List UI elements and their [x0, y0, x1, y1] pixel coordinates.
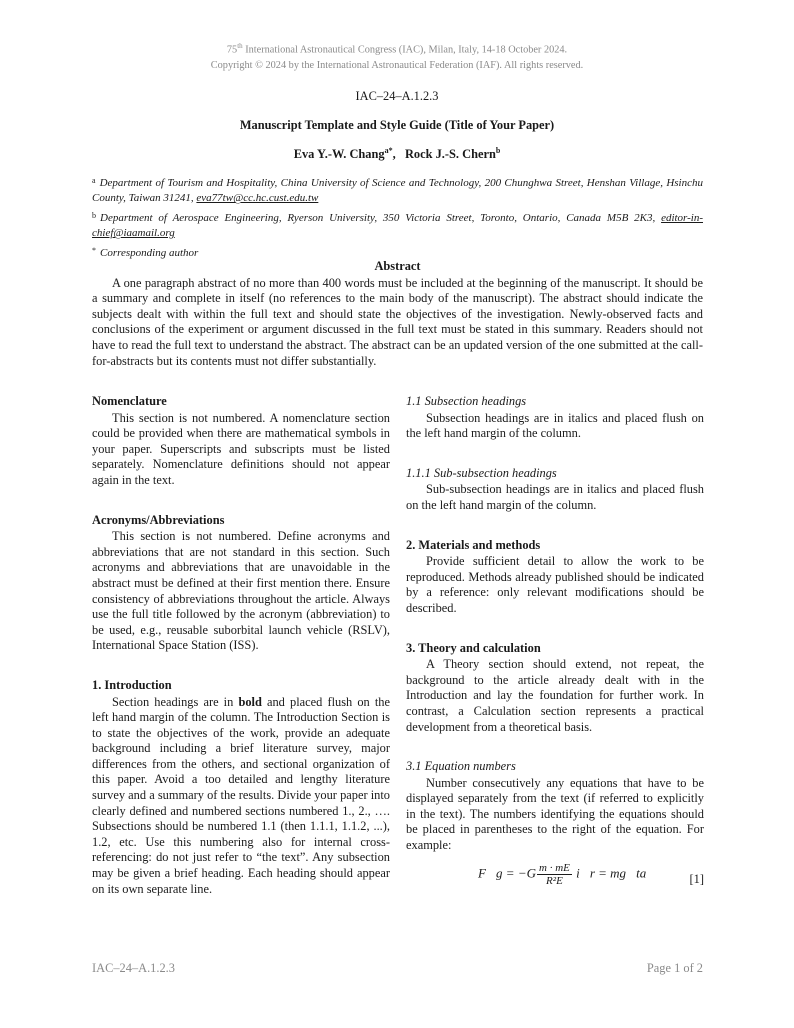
conference-header	[0, 38, 794, 74]
left-column	[92, 394, 390, 897]
author-name: Eva Y.-W. Chang	[293, 147, 385, 161]
equation-number: [1]	[689, 871, 704, 886]
abstract	[92, 259, 703, 369]
author-marks: a*	[384, 145, 393, 155]
footer-page-number: Page 1 of 2	[646, 961, 703, 975]
equation: F⃗g = −G $\frac{m \cdot mE}{\text{R²E}}$ i⃗r = mg⃗ta	[478, 861, 647, 887]
equation-row	[406, 862, 704, 898]
section-heading: Nomenclature	[92, 394, 167, 408]
footer-paper-id: IAC–24–A.1.2.3	[92, 961, 175, 975]
section-heading: 3. Theory and calculation	[406, 640, 541, 655]
section-heading: Acronyms/Abbreviations	[92, 512, 225, 527]
author-list: Eva Y.-W. Chang$^{a*}$, Rock J.-S. Chern$^b$	[293, 145, 501, 161]
abstract-heading: Abstract	[374, 259, 421, 273]
subsection-heading: 1.1 Subsection headings	[406, 394, 527, 408]
email-link[interactable]: eva77tw@cc.hc.cust.edu.tw	[196, 192, 319, 205]
affiliations	[92, 173, 703, 262]
section-text: Provide sufficient detail to allow the work to be reproduced. Methods already published should be indicated by a reference: only relevant modifications should be described.	[406, 554, 704, 615]
equation-fraction: $\frac{m \cdot mE}{\text{R²E}}$	[539, 861, 570, 887]
subsection-heading: 3.1 Equation numbers	[406, 759, 516, 774]
section-text: Number consecutively any equations that have to be displayed separately from the text (if referred to explicitly in the text). The numbers identifying the equations should be placed in parentheses to the right of the equation. For example:	[406, 775, 704, 853]
affiliation: * Corresponding author	[92, 245, 199, 259]
abstract-text: A one paragraph abstract of no more than 400 words must be included at the beginning of the manuscript. It should be a summary and complete in itself (no references to the main body of the manuscript). The abstract should indicate the subjects dealt with within the full text and should state the objectives of the investigation. Newly-observed facts and conclusions of the experiment or argument discussed in the full text must be stated in this summary. Readers should not have to read the full text to understand the abstract. The abstract can be an updated version of the one submitted at the call-for-abstracts but its contents must not differ substantially.	[92, 275, 703, 368]
subsection-heading: 1.1.1 Sub-subsection headings	[406, 465, 557, 480]
section-text: A Theory section should extend, not repeat, the background to the article already dealt with in the Introduction and lay the foundation for further work. In contrast, a Calculation section represents a practical development from a theoretical basis.	[406, 657, 704, 734]
right-column	[406, 394, 704, 898]
email-link[interactable]: editor-in-chief@iaamail.org	[92, 211, 703, 240]
section-text: Subsection headings are in italics and placed flush on the left hand margin of the column.	[406, 410, 704, 441]
affiliation: $^b$ Department of Aerospace Engineering, Ryerson University, 350 Victoria Street, Toronto, Ontario, Canada M5B 2K3, editor-in-chief@iaamail.org	[92, 210, 703, 240]
section-text: This section is not numbered. A nomenclature section could be provided when there are mathematical symbols in your paper. Superscripts and subscripts must be listed separately. Nomenclature definitions should not appear again in the text.	[92, 410, 390, 487]
section-heading: 1. Introduction	[92, 677, 172, 692]
author-marks: b	[495, 145, 501, 155]
section-heading: 2. Materials and methods	[406, 537, 541, 552]
copyright-line: Copyright © 2024 by the International Astronautical Federation (IAF). All rights reserved.	[210, 60, 584, 72]
paper-id: IAC–24–A.1.2.3	[355, 89, 439, 103]
author-name: Rock J.-S. Chern	[404, 147, 496, 161]
conference-line: 75th International Astronautical Congress (IAC), Milan, Italy, 14-18 October 2024.	[226, 42, 568, 56]
section-text: Sub-subsection headings are in italics and placed flush on the left hand margin of the column.	[406, 482, 704, 512]
paper-title: Manuscript Template and Style Guide (Title of Your Paper)	[239, 118, 555, 132]
affiliation: $^a$ Department of Tourism and Hospitality, China University of Science and Technology, 200 Chunghwa Street, Henshan Village, Hsinchu County, Taiwan 31241, eva77tw@cc.hc.cust.edu.tw	[92, 176, 703, 205]
section-text: Section headings are in bold and placed flush on the left hand margin of the column. The Introduction Section is to state the objectives of the work, provide an adequate background including a brief literature survey, major differences from the others, and sectional organization of this paper. Avoid a too detailed and lengthy literature survey and a summary of the results. Divide your paper into clearly defined and numbered sections numbered 1., 2., …. Subsections should be numbered 1.1 (then 1.1.1, 1.1.2, ...), 1.2, etc. Use this numbering also for internal cross-referencing: do not just refer to “the text”. Any subsection may be given a brief heading. Each heading should appear on its own separate line.	[92, 694, 390, 896]
section-text: This section is not numbered. Define acronyms and abbreviations that are not standard in this section. Such acronyms and abbreviations that are unavoidable in the abstract must be defined at their first mention there. Ensure consistency of abbreviations throughout the article. Always use the full title followed by the acronym (abbreviation) to be used, e.g., reusable suborbital launch vehicle (RSLV), International Space Station (ISS).	[92, 529, 390, 653]
